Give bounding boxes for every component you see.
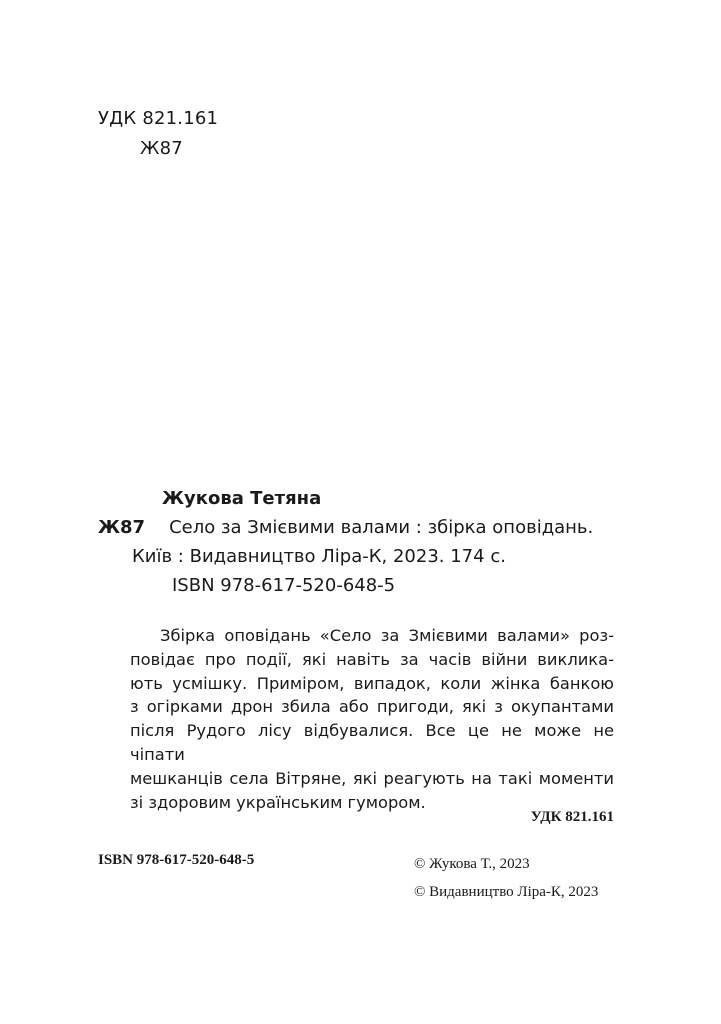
catalog-record bbox=[98, 484, 618, 600]
copyright-block bbox=[414, 850, 598, 906]
copyright-author: © Жукова Т., 2023 bbox=[414, 856, 530, 872]
abstract-line: Збірка оповідань «Село за Змієвими валами» роз- bbox=[160, 626, 614, 645]
catalog-author: Жукова Тетяна bbox=[162, 488, 322, 509]
catalog-imprint: Київ : Видавництво Ліра-К, 2023. 174 с. bbox=[132, 546, 506, 567]
isbn-footer: ISBN 978-617-520-648-5 bbox=[98, 852, 255, 868]
abstract-line: після Рудого лісу відбувалися. Все це не може не чіпати bbox=[130, 721, 614, 764]
udk-header bbox=[98, 104, 218, 164]
abstract-line: ють усмішку. Приміром, випадок, коли жінка банкою bbox=[130, 673, 614, 693]
author-mark: Ж87 bbox=[140, 138, 183, 159]
udk-code: УДК 821.161 bbox=[98, 108, 219, 129]
udk-footer: УДК 821.161 bbox=[530, 809, 614, 825]
catalog-title: Село за Змієвими валами : збірка оповідань. bbox=[169, 517, 594, 538]
catalog-author-mark: Ж87 bbox=[98, 517, 146, 538]
copyright-publisher: © Видавництво Ліра-К, 2023 bbox=[414, 884, 599, 900]
abstract-paragraph bbox=[130, 624, 614, 814]
abstract-line: з огірками дрон збила або пригоди, які з окупантами bbox=[130, 697, 614, 717]
abstract-line: повідає про події, які навіть за часів війни виклика- bbox=[130, 649, 614, 669]
abstract-line: мешканців села Вітряне, які реагують на такі моменти bbox=[130, 768, 614, 788]
catalog-isbn: ISBN 978-617-520-648-5 bbox=[172, 575, 396, 596]
abstract-line: зі здоровим українським гумором. bbox=[130, 792, 426, 812]
catalog-title-line bbox=[98, 513, 618, 542]
